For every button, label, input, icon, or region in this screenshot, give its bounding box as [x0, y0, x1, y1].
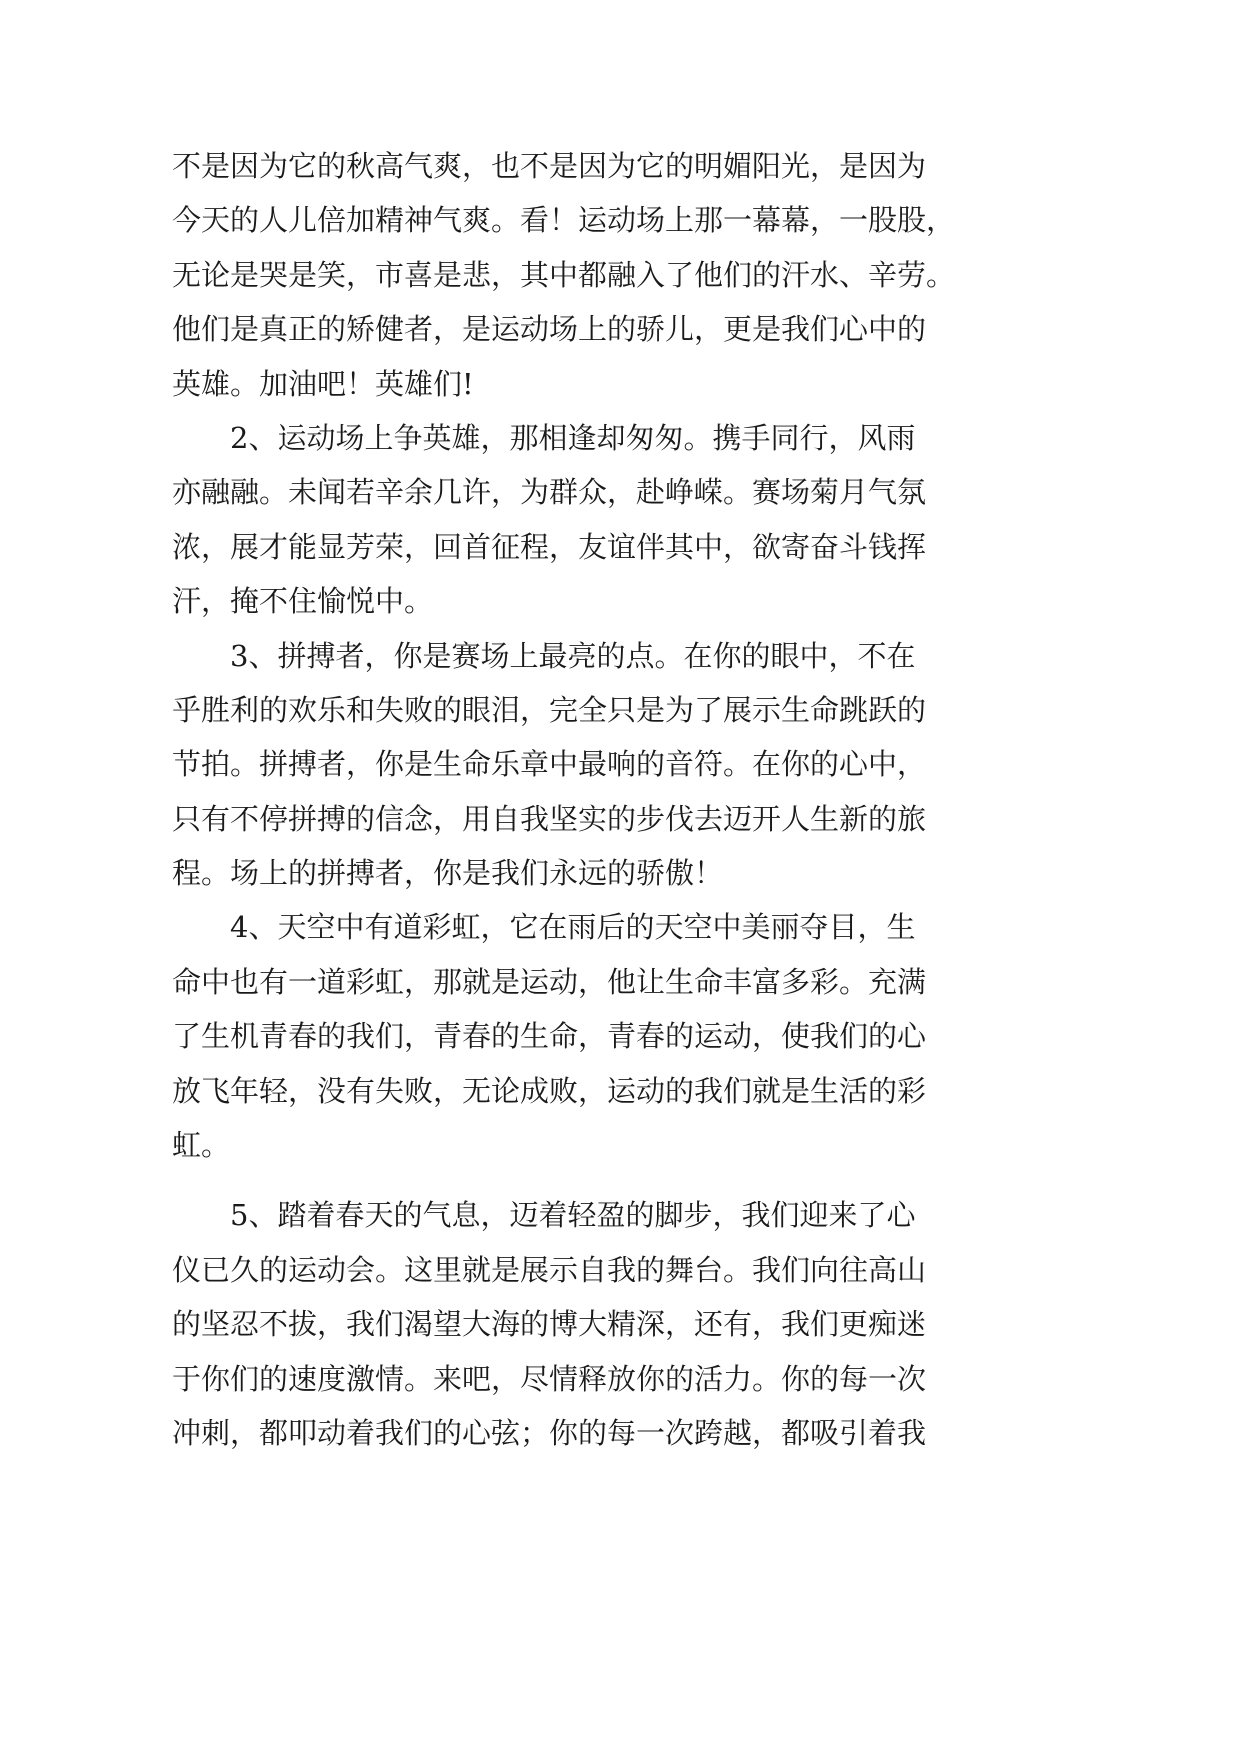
text-line: 亦融融。未闻若辛余几许，为群众，赴峥嵘。赛场菊月气氛 [172, 475, 927, 510]
document-body [172, 139, 956, 1460]
text-line: 冲刺，都叩动着我们的心弦；你的每一次跨越，都吸引着我 [172, 1415, 927, 1450]
text-line: 无论是哭是笑，市喜是悲，其中都融入了他们的汗水、辛劳。 [172, 257, 956, 292]
paragraph-4-start: 4、天空中有道彩虹，它在雨后的天空中美丽夺目，生 [230, 910, 916, 945]
text-line: 浓，展才能显芳荣，回首征程，友谊伴其中，欲寄奋斗钱挥 [172, 529, 927, 564]
text-line: 汗，掩不住愉悦中。 [172, 584, 434, 619]
text-line: 命中也有一道彩虹，那就是运动，他让生命丰富多彩。充满 [172, 964, 927, 999]
text-line: 了生机青春的我们，青春的生命，青春的运动，使我们的心 [172, 1019, 927, 1054]
text-line: 于你们的速度激情。来吧，尽情释放你的活力。你的每一次 [172, 1361, 927, 1396]
paragraph-3-start: 3、拼搏者，你是赛场上最亮的点。在你的眼中，不在 [230, 638, 916, 673]
text-line: 只有不停拼搏的信念，用自我坚实的步伐去迈开人生新的旅 [172, 801, 927, 836]
text-line: 乎胜利的欢乐和失败的眼泪，完全只是为了展示生命跳跃的 [172, 692, 927, 727]
text-line: 虹。 [172, 1128, 231, 1163]
text-line: 仪已久的运动会。这里就是展示自我的舞台。我们向往高山 [172, 1252, 927, 1287]
text-line: 不是因为它的秋高气爽，也不是因为它的明媚阳光，是因为 [172, 149, 927, 183]
text-line: 节拍。拼搏者，你是生命乐章中最响的音符。在你的心中， [172, 747, 927, 782]
paragraph-2-start: 2、运动场上争英雄，那相逢却匆匆。携手同行，风雨 [230, 420, 916, 455]
text-line: 今天的人儿倍加精神气爽。看！运动场上那一幕幕，一股股， [172, 203, 956, 238]
paragraph-gap [172, 1172, 944, 1188]
paragraph-5-start: 5、踏着春天的气息，迈着轻盈的脚步，我们迎来了心 [230, 1198, 916, 1233]
text-line: 的坚忍不拔，我们渴望大海的博大精深，还有，我们更痴迷 [172, 1307, 927, 1342]
text-line: 放飞年轻，没有失败，无论成败，运动的我们就是生活的彩 [172, 1073, 927, 1108]
text-line: 程。场上的拼搏者，你是我们永远的骄傲！ [172, 856, 724, 891]
text-line: 他们是真正的矫健者，是运动场上的骄儿，更是我们心中的 [172, 312, 927, 347]
text-line: 英雄。加油吧！英雄们! [172, 366, 474, 401]
